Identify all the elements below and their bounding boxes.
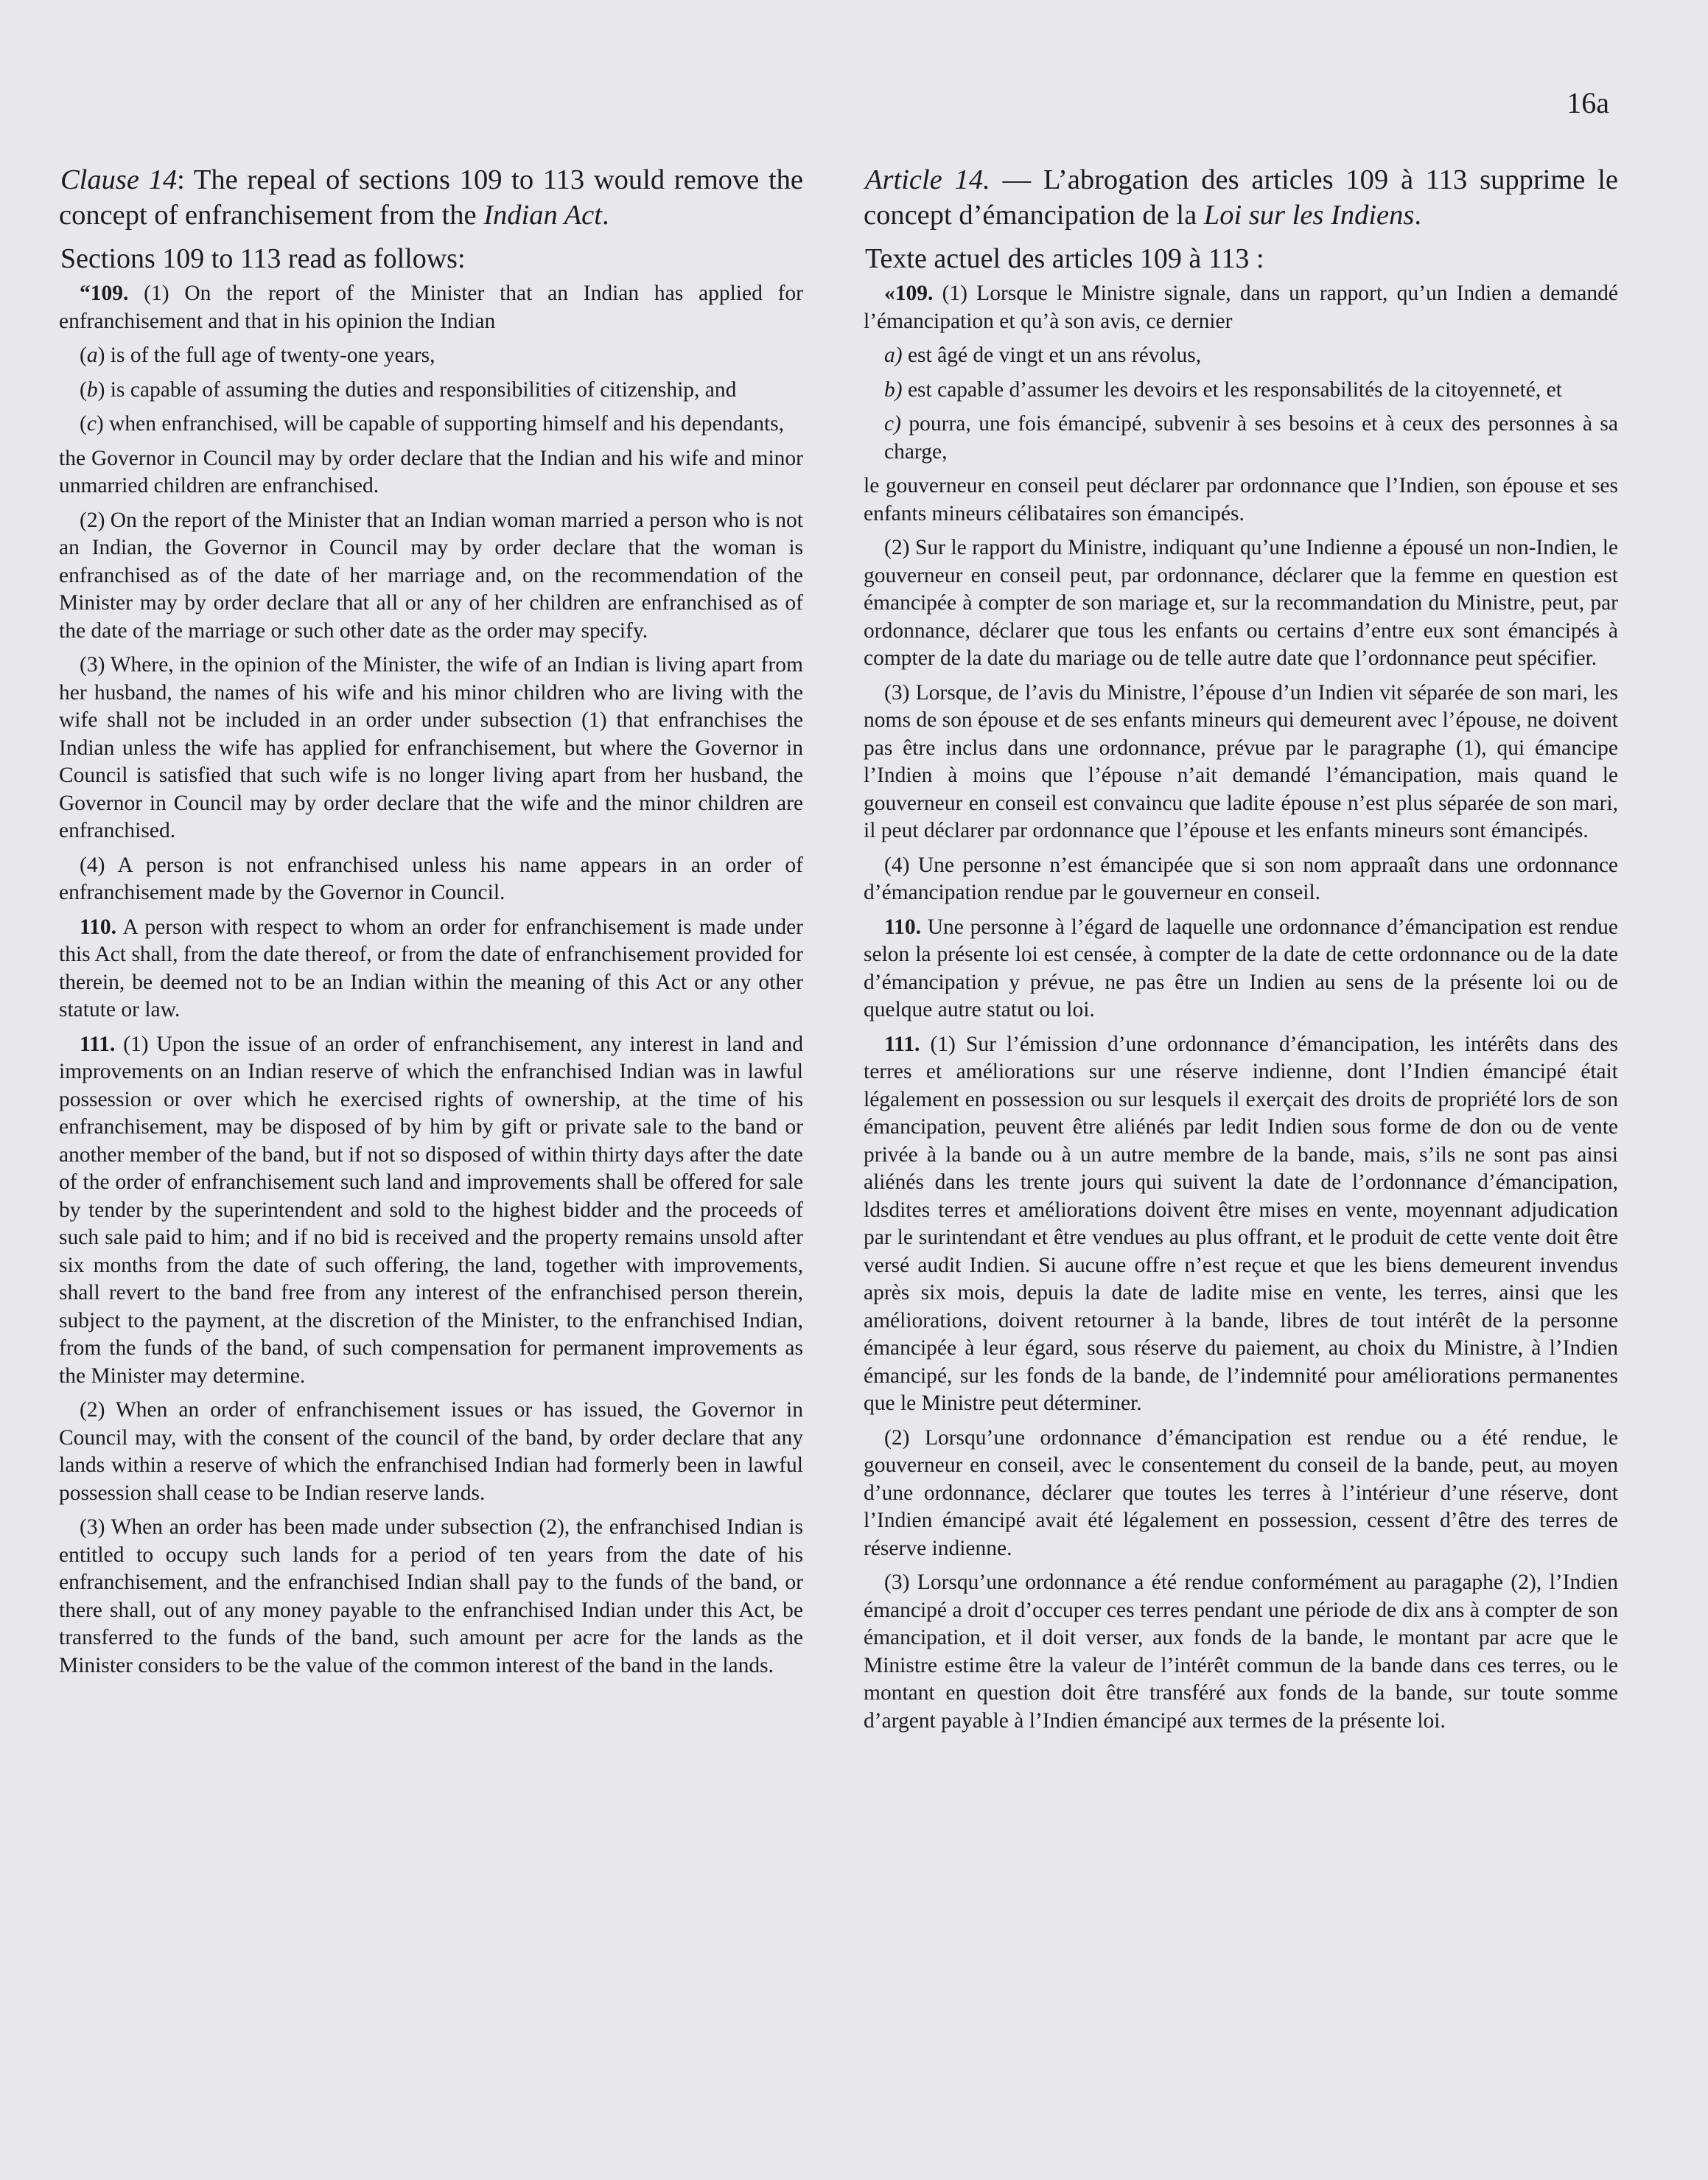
section-text: (1) Lorsque le Ministre signale, dans un rapport, qu’un Indien a demandé l’émancipation et qu’à son avis, ce dernier — [864, 282, 1618, 333]
section-109-1-end: the Governor in Council may by order declare that the Indian and his wife and minor unmarried children are enfranchised. — [59, 446, 803, 497]
section-109-1 — [59, 280, 803, 335]
section-109-1-end: le gouverneur en conseil peut déclarer par ordonnance que l’Indien, son épouse et ses enfants mineurs célibataires son émancipés. — [864, 474, 1618, 525]
section-text: A person with respect to whom an order for enfranchisement is made under this Act shall, from the date thereof, or from the date of enfranchisement provided for therein, be deemed not to be an Indian within the meaning of this Act or any other statute or law. — [59, 915, 803, 1021]
sections-heading: Texte actuel des articles 109 à 113 : — [865, 243, 1264, 274]
item-label: a — [86, 343, 98, 367]
clause-end: . — [601, 200, 609, 231]
item-text: is capable of assuming the duties and responsibilities of citizenship, and — [105, 377, 737, 402]
article-end: . — [1414, 200, 1421, 231]
section-text: (1) Upon the issue of an order of enfranchisement, any interest in land and improvements on an Indian reserve of which the enfranchised Indian was in lawful possession or over which he exercised rights of ownership, at the time of his enfranchisement, may be disposed of by him by gift or private sale to the band or another member of the band, but if not so disposed of within thirty days after the date of the order of enfranchisement such land and improvements shall be offered for sale by tender by the superintendent and sold to the highest bidder and the proceeds of such sale paid to him; and if no bid is received and the property remains unsold after six months from the date of such offering, the land, together with improvements, shall revert to the band free from any interest of the enfranchised person therein, subject to the payment, at the discretion of the Minister, to the enfranchised Indian, from the funds of the band, of such compensation for permanent improvements as the Minister may determine. — [59, 1032, 803, 1388]
section-109-4: (4) Une personne n’est émancipée que si son nom appraaît dans une ordonnance d’émancipation rendue par le gouverneur en conseil. — [864, 853, 1618, 904]
item-label: c — [86, 412, 97, 436]
paragraph-a — [864, 342, 1618, 370]
article-label: Article 14. — [865, 164, 990, 195]
paragraph-c — [864, 411, 1618, 466]
section-111-3: (3) Lorsqu’une ordonnance a été rendue conformément au paragaphe (2), l’Indien émancipé a droit d’occuper ces terres pendant une période de dix ans à compter de son émancipation, et il doit verser, aux fonds de la bande, le montant par acre que le Ministre estime être la valeur de l’intérêt commun de la bande dans ces terres, ou le montant en question doit être transféré aux fonds de la bande, sur toute somme d’argent payable à l’Indien émancipé aux termes de la présente loi. — [864, 1571, 1618, 1733]
section-109-3: (3) Where, in the opinion of the Minister, the wife of an Indian is living apart from her husband, the names of his wife and his minor children who are living with the wife shall not be included in an order under subsection (1) that enfranchises the Indian unless the wife has applied for enfranchisement, but where the Governor in Council is satisfied that such wife is no longer living apart from her husband, the Governor in Council may by order declare that the wife and the minor children are enfranchised. — [59, 653, 803, 842]
paragraph-a: (a) is of the full age of twenty-one years, — [80, 343, 435, 367]
sections-heading: Sections 109 to 113 read as follows: — [60, 243, 466, 274]
paragraph-b: (b) is capable of assuming the duties and responsibilities of citizenship, and — [80, 377, 737, 402]
paragraph-b — [864, 377, 1618, 405]
clause-heading — [59, 162, 803, 233]
section-number: «109. — [884, 282, 934, 305]
section-text: (1) On the report of the Minister that an Indian has applied for enfranchisement and that in his opinion the Indian — [59, 282, 803, 333]
section-110 — [864, 914, 1618, 1024]
section-text: (1) Sur l’émission d’une ordonnance d’émancipation, les intérêts dans des terres et améliorations sur une réserve indienne, dont l’Indien émancipé était légalement en possession ou sur lesquels il exerçait des droits de propriété lors de son émancipation, peuvent être aliénés par ledit Indien sous forme de don ou de vente privée à la bande ou à un autre membre de la bande, mais, s’ils ne sont pas ainsi aliénés dans les trente jours qui suivent la date de l’ordonnance d’émancipation, ldsdites terres et améliorations doivent être mises en vente, moyennant adjudication par le surintendant et être vendues au plus offrant, et le produit de cette vente doit être versé audit Indien. Si aucune offre n’est reçue et que les biens demeurent invendus après six mois, depuis la date de ladite mise en vente, les terres, ainsi que les améliorations, doivent retourner à la bande, libres de tout intérêt de la personne émancipée à leur égard, sous réserve du paiement, au choix du Ministre, à l’Indien émancipé, sur les fonds de la bande, de l’indemnité pour améliorations permanentes que le Ministre peut déterminer. — [864, 1032, 1618, 1415]
section-111-3: (3) When an order has been made under subsection (2), the enfranchised Indian is entitled to occupy such lands for a period of ten years from the date of his enfranchisement, and the enfranchised Indian shall pay to the funds of the band, or there shall, out of any money payable to the enfranchised Indian under this Act, be transferred to the funds of the band, such amount per acre for the lands as the Minister considers to be the value of the common interest of the band in the lands. — [59, 1515, 803, 1677]
clause-text: : The repeal of sections 109 to 113 would remove the concept of enfranchisement from the — [59, 164, 803, 231]
act-name: Loi sur les Indiens — [1203, 200, 1415, 231]
item-text: est capable d’assumer les devoirs et les responsabilités de la citoyenneté, et — [902, 377, 1562, 402]
act-name: Indian Act — [483, 200, 602, 231]
item-text: pourra, une fois émancipé, subvenir à ses besoins et à ceux des personnes à sa charge, — [884, 412, 1618, 464]
section-number: 110. — [884, 915, 921, 939]
section-number: “109. — [80, 282, 129, 305]
clause-label: Clause 14 — [60, 164, 178, 195]
section-109-4: (4) A person is not enfranchised unless his name appears in an order of enfranchisement made by the Governor in Council. — [59, 853, 803, 904]
item-text: when enfranchised, will be capable of supporting himself and his dependants, — [103, 412, 785, 436]
french-column — [864, 162, 1618, 1741]
section-110 — [59, 914, 803, 1024]
section-111-2: (2) Lorsqu’une ordonnance d’émancipation est rendue ou a été rendue, le gouverneur en conseil, avec le consentement du conseil de la bande, peut, au moyen d’une ordonnance, déclarer que toutes les terres à l’intérieur d’une réserve, dont l’Indien émancipé avait été légalement en possession, cessent d’être des terres de réserve indienne. — [864, 1425, 1618, 1560]
article-heading — [864, 162, 1618, 233]
section-number: 111. — [884, 1032, 920, 1056]
item-label: b) — [884, 377, 903, 402]
section-111-2: (2) When an order of enfranchisement issues or has issued, the Governor in Council may, with the consent of the council of the band, by order declare that any lands within a reserve of which the enfranchised Indian had formerly been in lawful possession shall cease to be Indian reserve lands. — [59, 1398, 803, 1505]
article-text: — L’abrogation des articles 109 à 113 supprime le concept d’émancipation de la — [864, 164, 1618, 231]
section-109-2: (2) On the report of the Minister that an Indian woman married a person who is not an Indian, the Governor in Council may by order declare that the woman is enfranchised as of the date of her marriage and, on the recommendation of the Minister may by order declare that all or any of her children are enfranchised as of the date of the marriage or such other date as the order may specify. — [59, 508, 803, 643]
paragraph-c: (c) when enfranchised, will be capable of supporting himself and his dependants, — [80, 412, 785, 436]
item-text: est âgé de vingt et un ans révolus, — [902, 343, 1202, 367]
section-109-3: (3) Lorsque, de l’avis du Ministre, l’épouse d’un Indien vit séparée de son mari, les noms de son épouse et de ses enfants mineurs qui demeurent avec l’épouse, ne doivent pas être inclus dans une ordonnance, prévue par le paragraphe (1), qui émancipe l’Indien à moins que l’épouse n’ait demandé l’émancipation, mais quand le gouverneur en conseil est convaincu que ladite épouse n’est plus séparée de son mari, il peut déclarer par ordonnance que l’épouse et les enfants mineurs sont émancipés. — [864, 680, 1618, 842]
item-text: is of the full age of twenty-one years, — [105, 343, 435, 367]
item-label: b — [86, 377, 98, 402]
section-111-1 — [864, 1031, 1618, 1418]
item-label: c) — [884, 412, 901, 436]
english-column — [59, 162, 803, 1686]
section-text: Une personne à l’égard de laquelle une ordonnance d’émancipation est rendue selon la présente loi est censée, à compter de la date de cette ordonnance ou de la date d’émancipation y prévue, ne pas être un Indien au sens de la présente loi ou de quelque autre statut ou loi. — [864, 915, 1618, 1021]
page-number: 16a — [1567, 86, 1609, 119]
section-111-1 — [59, 1031, 803, 1391]
section-109-2: (2) Sur le rapport du Ministre, indiquant qu’une Indienne a épousé un non-Indien, le gouverneur en conseil peut, par ordonnance, déclarer que la femme en question est émancipée à compter de son mariage et, sur la recommandation du Ministre, peut, par ordonnance, déclarer que tous les enfants ou certains d’entre eux sont émancipés à compter de la date du mariage ou de telle autre date que l’ordonnance peut spécifier. — [864, 536, 1618, 670]
section-109-1 — [864, 280, 1618, 335]
item-label: a) — [884, 343, 903, 367]
section-number: 111. — [80, 1032, 116, 1056]
section-number: 110. — [80, 915, 116, 939]
